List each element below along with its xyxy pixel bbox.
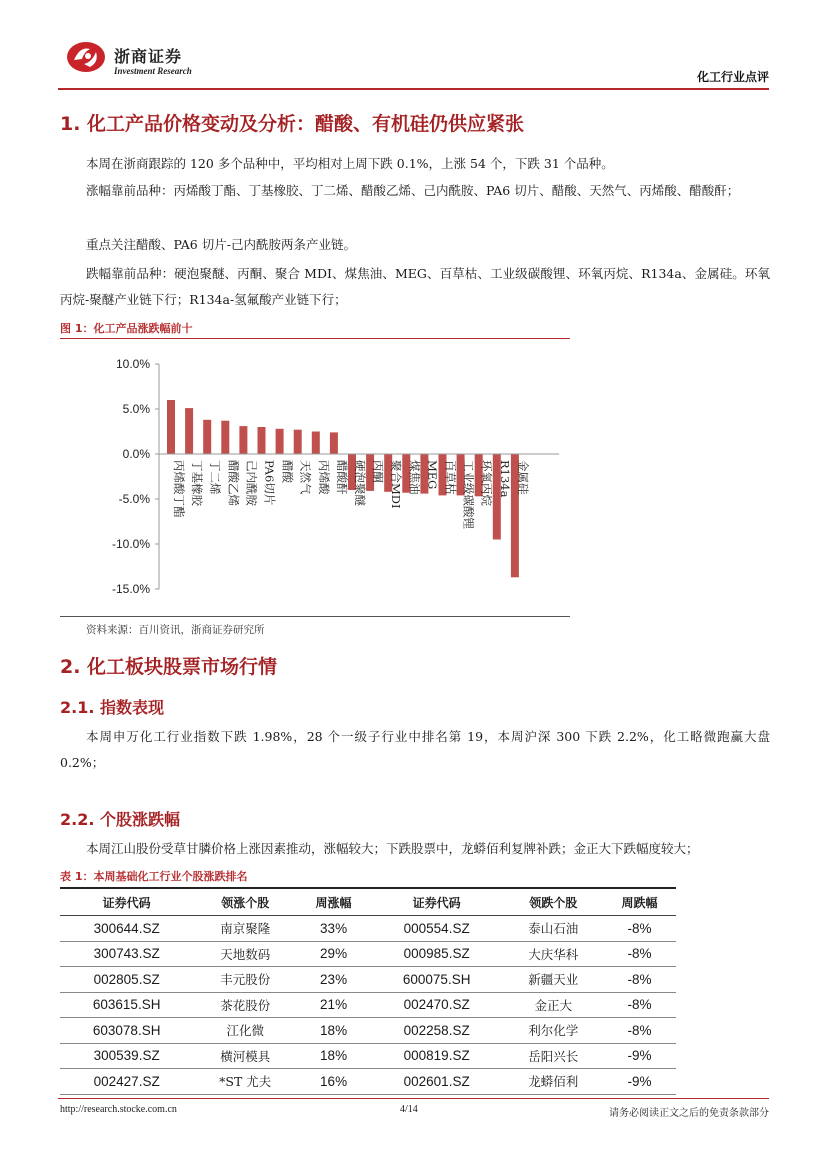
cell-code-up: 603615.SH xyxy=(60,992,193,1018)
y-tick-label: -15.0% xyxy=(111,582,150,596)
x-category-label: 醋酸酐 xyxy=(334,460,349,495)
cell-stock-up: 天地数码 xyxy=(193,941,297,967)
x-category-label: 聚合MDI xyxy=(389,460,404,509)
figure-bottom-rule xyxy=(60,616,570,617)
bar xyxy=(330,432,338,454)
section1-paragraph-3: 重点关注醋酸、PA6 切片-己内酰胺两条产业链。 xyxy=(86,237,356,252)
cell-pct-up: 18% xyxy=(297,1043,370,1069)
header-pct-up: 周涨幅 xyxy=(297,888,370,916)
x-category-label: 丙酮 xyxy=(371,460,386,483)
page-number: 4/14 xyxy=(400,1104,418,1115)
cell-pct-down: -8% xyxy=(603,916,676,942)
subsection-2-2-text: 本周江山股份受草甘膦价格上涨因素推动，涨幅较大；下跌股票中，龙蟒佰利复牌补跌；金正大下跌幅度较大； xyxy=(86,841,699,856)
cell-code-up: 002805.SZ xyxy=(60,967,193,993)
y-tick-label: 10.0% xyxy=(115,357,150,371)
cell-code-up: 002427.SZ xyxy=(60,1069,193,1095)
header-code-down: 证券代码 xyxy=(370,888,503,916)
table-header-row xyxy=(60,888,676,916)
cell-code-down: 600075.SH xyxy=(370,967,503,993)
cell-pct-up: 33% xyxy=(297,916,370,942)
cell-stock-up: 南京聚隆 xyxy=(193,916,297,942)
table-row xyxy=(60,967,676,993)
cell-code-up: 300539.SZ xyxy=(60,1043,193,1069)
footer-divider xyxy=(58,1098,769,1099)
cell-stock-down: 大庆华科 xyxy=(503,941,603,967)
cell-stock-up: 茶花股份 xyxy=(193,992,297,1018)
footer-url[interactable]: http://research.stocke.com.cn xyxy=(60,1104,177,1115)
cell-stock-down: 龙蟒佰利 xyxy=(503,1069,603,1095)
cell-stock-down: 泰山石油 xyxy=(503,916,603,942)
x-category-label: 醋酸乙烯 xyxy=(226,460,241,506)
table-row xyxy=(60,941,676,967)
cell-stock-down: 金正大 xyxy=(503,992,603,1018)
x-category-label: MEG xyxy=(425,460,440,490)
cell-stock-up: 丰元股份 xyxy=(193,967,297,993)
cell-pct-up: 18% xyxy=(297,1018,370,1044)
section1-paragraph-4: 跌幅靠前品种：硬泡聚醚、丙酮、聚合 MDI、煤焦油、MEG、百草枯、工业级碳酸锂、环氧丙烷、R134a、金属硅。环氧丙烷-聚醚产业链下行；R134a-氢氟酸产业链下行； xyxy=(60,266,770,307)
header-code-up: 证券代码 xyxy=(60,888,193,916)
cell-pct-down: -9% xyxy=(603,1069,676,1095)
section1-paragraph-2: 涨幅靠前品种：丙烯酸丁酯、丁基橡胶、丁二烯、醋酸乙烯、己内酰胺、PA6 切片、醋酸、天然气、丙烯酸、醋酸酐； xyxy=(86,183,740,198)
table-row xyxy=(60,1043,676,1069)
y-tick-label: 0.0% xyxy=(122,447,150,461)
cell-pct-up: 29% xyxy=(297,941,370,967)
section1-title: 1. 化工产品价格变动及分析：醋酸、有机硅仍供应紧张 xyxy=(60,113,525,135)
cell-code-down: 000554.SZ xyxy=(370,916,503,942)
subsection-2-1-text: 本周申万化工行业指数下跌 1.98%，28 个一级子行业中排名第 19，本周沪深 300 下跌 2.2%，化工略微跑赢大盘 0.2%； xyxy=(60,729,770,770)
cell-stock-up: 江化微 xyxy=(193,1018,297,1044)
cell-code-down: 002470.SZ xyxy=(370,992,503,1018)
table-row xyxy=(60,1069,676,1095)
section1-paragraph-1: 本周在浙商跟踪的 120 多个品种中，平均相对上周下跌 0.1%，上涨 54 个，下跌 31 个品种。 xyxy=(86,156,614,171)
x-category-label: 硬泡聚醚 xyxy=(353,460,367,506)
cell-pct-up: 23% xyxy=(297,967,370,993)
cell-stock-down: 新疆天业 xyxy=(503,967,603,993)
y-tick-label: -10.0% xyxy=(111,537,150,551)
x-category-label: 丁二烯 xyxy=(208,460,223,495)
cell-pct-down: -8% xyxy=(603,941,676,967)
cell-code-down: 000819.SZ xyxy=(370,1043,503,1069)
x-category-label: 工业级碳酸锂 xyxy=(461,460,476,529)
x-category-label: 丙烯酸丁酯 xyxy=(172,460,186,518)
cell-stock-up: *ST 尤夫 xyxy=(193,1069,297,1095)
x-category-label: 百草枯 xyxy=(443,460,458,495)
x-category-label: PA6切片 xyxy=(262,460,277,506)
header-divider xyxy=(58,88,769,90)
x-category-label: 金属硅 xyxy=(515,460,530,495)
footer-disclaimer: 请务必阅读正文之后的免责条款部分 xyxy=(609,1108,769,1119)
table-row xyxy=(60,992,676,1018)
cell-pct-down: -8% xyxy=(603,1018,676,1044)
header-stock-up: 领涨个股 xyxy=(193,888,297,916)
bar xyxy=(258,427,266,454)
bar xyxy=(294,430,302,454)
table-row xyxy=(60,916,676,942)
cell-pct-up: 16% xyxy=(297,1069,370,1095)
bar-chart xyxy=(60,346,570,616)
cell-code-up: 300644.SZ xyxy=(60,916,193,942)
bar xyxy=(239,426,247,454)
bar xyxy=(312,432,320,455)
logo-name-cn: 浙商证券 xyxy=(114,47,183,66)
bar xyxy=(203,420,211,454)
report-type: 化工行业点评 xyxy=(696,70,769,84)
x-category-label: 天然气 xyxy=(298,460,313,495)
table-row xyxy=(60,1018,676,1044)
cell-pct-down: -8% xyxy=(603,992,676,1018)
figure-caption: 图 1：化工产品涨跌幅前十 xyxy=(60,322,193,335)
y-tick-label: -5.0% xyxy=(118,492,150,506)
x-category-label: 煤焦油 xyxy=(407,460,422,495)
cell-code-down: 000985.SZ xyxy=(370,941,503,967)
bar xyxy=(221,421,229,454)
stock-ranking-table xyxy=(60,887,676,1095)
logo-icon xyxy=(66,40,106,74)
x-category-label: 醋酸 xyxy=(280,460,295,483)
cell-code-down: 002601.SZ xyxy=(370,1069,503,1095)
bar xyxy=(167,400,175,454)
cell-pct-down: -9% xyxy=(603,1043,676,1069)
cell-pct-down: -8% xyxy=(603,967,676,993)
subsection-2-2-title: 2.2. 个股涨跌幅 xyxy=(60,810,180,829)
cell-code-up: 300743.SZ xyxy=(60,941,193,967)
x-category-label: 环氧丙烷 xyxy=(479,460,494,506)
bar xyxy=(276,429,284,454)
bar xyxy=(185,408,193,454)
table-caption: 表 1：本周基础化工行业个股涨跌排名 xyxy=(60,870,248,883)
x-category-label: R134a xyxy=(497,460,512,498)
cell-code-down: 002258.SZ xyxy=(370,1018,503,1044)
cell-code-up: 603078.SH xyxy=(60,1018,193,1044)
cell-stock-up: 横河模具 xyxy=(193,1043,297,1069)
logo-name-en: Investment Research xyxy=(114,66,192,76)
y-tick-label: 5.0% xyxy=(122,402,150,416)
cell-pct-up: 21% xyxy=(297,992,370,1018)
figure-caption-rule xyxy=(60,338,570,339)
x-category-label: 丁基橡胶 xyxy=(190,460,205,506)
figure-source: 资料来源：百川资讯，浙商证券研究所 xyxy=(86,624,265,636)
header-pct-down: 周跌幅 xyxy=(603,888,676,916)
cell-stock-down: 岳阳兴长 xyxy=(503,1043,603,1069)
cell-stock-down: 利尔化学 xyxy=(503,1018,603,1044)
section2-title: 2. 化工板块股票市场行情 xyxy=(60,656,278,678)
x-category-label: 丙烯酸 xyxy=(316,460,331,495)
subsection-2-1-title: 2.1. 指数表现 xyxy=(60,698,164,717)
x-category-label: 己内酰胺 xyxy=(244,460,259,506)
header-stock-down: 领跌个股 xyxy=(503,888,603,916)
